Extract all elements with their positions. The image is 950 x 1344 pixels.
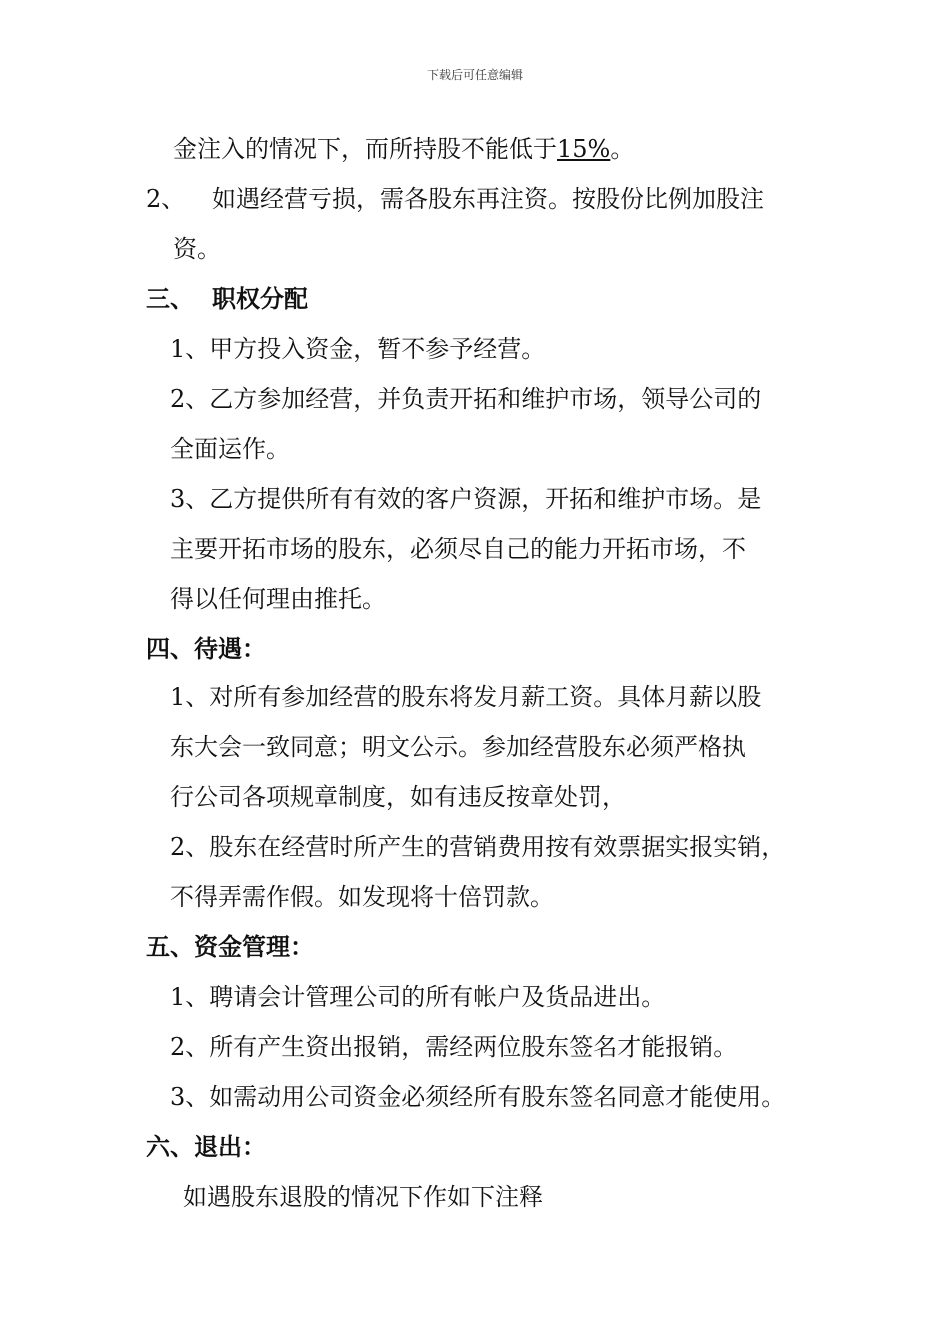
page-header: 下载后可任意编辑 bbox=[426, 68, 523, 82]
text-line: 2、乙方参加经营，并负责开拓和维护市场，领导公司的 bbox=[170, 385, 762, 413]
text-line: 3、如需动用公司资金必须经所有股东签名同意才能使用。 bbox=[170, 1083, 786, 1111]
section-heading-number: 三、 bbox=[146, 285, 194, 313]
text-line: 2、股东在经营时所产生的营销费用按有效票据实报实销， bbox=[170, 833, 786, 861]
section-heading: 五、资金管理： bbox=[146, 933, 314, 961]
text-line: 1、对所有参加经营的股东将发月薪工资。具体月薪以股 bbox=[170, 683, 762, 711]
section-heading: 四、待遇： bbox=[146, 635, 266, 663]
text-line: 主要开拓市场的股东，必须尽自己的能力开拓市场，不 bbox=[170, 535, 746, 563]
text-line: 不得弄需作假。如发现将十倍罚款。 bbox=[170, 883, 554, 911]
text-line: 得以任何理由推托。 bbox=[170, 585, 386, 613]
text-line: 全面运作。 bbox=[170, 435, 290, 463]
text-line: 2、所有产生资出报销，需经两位股东签名才能报销。 bbox=[170, 1033, 738, 1061]
section-heading: 职权分配 bbox=[212, 285, 308, 313]
text-line: 如遇经营亏损，需各股东再注资。按股份比例加股注 bbox=[212, 185, 764, 213]
text-line: 金注入的情况下，而所持股不能低于15%。 bbox=[173, 135, 635, 163]
text-line: 1、甲方投入资金，暂不参予经营。 bbox=[170, 335, 546, 363]
text-line: 3、乙方提供所有有效的客户资源，开拓和维护市场。是 bbox=[170, 485, 762, 513]
text-line: 1、聘请会计管理公司的所有帐户及货品进出。 bbox=[170, 983, 666, 1011]
text-line: 行公司各项规章制度，如有违反按章处罚， bbox=[170, 783, 626, 811]
underlined-percentage: 15% bbox=[557, 135, 611, 163]
text-line: 资。 bbox=[173, 235, 221, 263]
section-heading: 六、退出： bbox=[146, 1133, 266, 1161]
text-line: 东大会一致同意；明文公示。参加经营股东必须严格执 bbox=[170, 733, 746, 761]
list-item-number: 2、 bbox=[146, 185, 186, 213]
text-line: 如遇股东退股的情况下作如下注释 bbox=[183, 1183, 543, 1211]
